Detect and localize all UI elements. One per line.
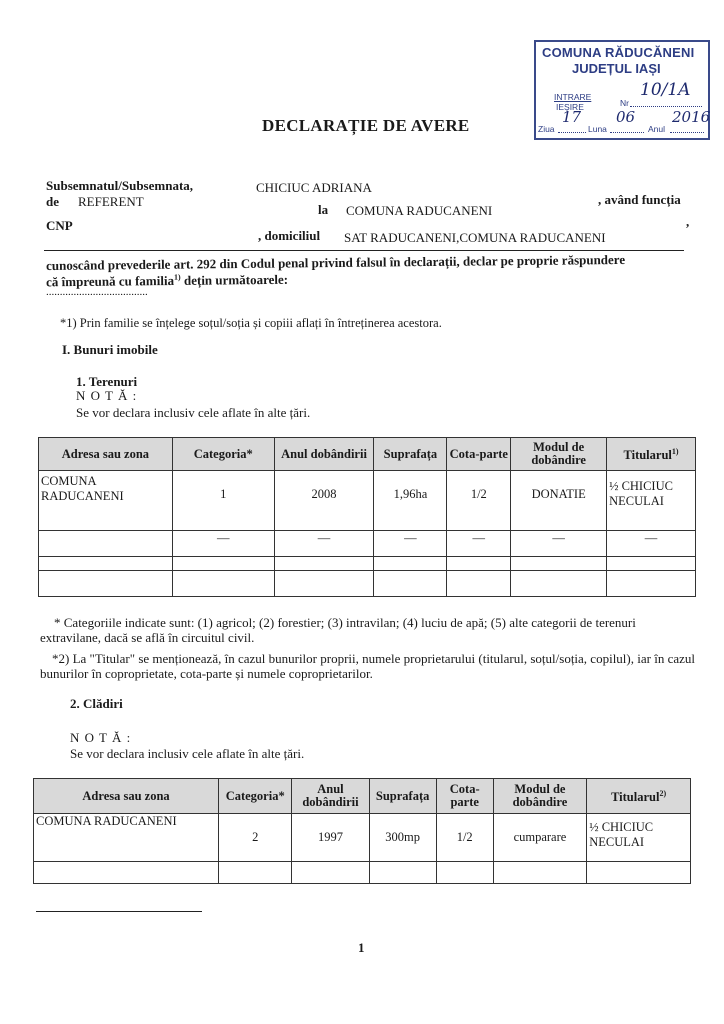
document-title: DECLARAȚIE DE AVERE [262, 116, 470, 135]
la-label: la [318, 202, 329, 217]
cnp-label: CNP [46, 218, 73, 233]
categories-note: * Categoriile indicate sunt: (1) agricol; (2) forestier; (3) intravilan; (4) luciu de apă; (5) alte categorii de terenuri extravilane, dacă se află în circuitul civil. [40, 615, 636, 645]
cell-anul: 2008 [274, 471, 374, 531]
nota-label-2: N O T Ă : [70, 730, 132, 745]
family-footnote: *1) Prin familie se înțelege soțul/soția și copiii aflați în întreținerea acestora. [60, 316, 442, 330]
cell-dash: — [39, 531, 173, 557]
col-titular-text: Titularul [623, 448, 672, 463]
cell-dash: — [447, 531, 511, 557]
avand-functia-label: , având funcția [598, 192, 681, 207]
stamp-luna-label: Luna [588, 124, 607, 134]
stamp-intrare: INTRARE [554, 92, 592, 102]
de-label: de [46, 194, 59, 209]
footnote-separator [36, 911, 202, 912]
registration-stamp [534, 40, 710, 140]
stamp-iesire: IEȘIRE [556, 102, 584, 112]
col-categoria: Categoria* [219, 779, 292, 814]
col-titular [587, 779, 691, 814]
table-row [39, 471, 696, 531]
col-suprafata: Suprafața [369, 779, 436, 814]
stamp-ziua-value: 17 [562, 108, 582, 126]
col-suprafata: Suprafața [374, 438, 447, 471]
col-anul: Anul dobândirii [274, 438, 374, 471]
col-anul: Anul dobândirii [292, 779, 369, 814]
cell-modul: cumparare [493, 814, 587, 862]
cell-categoria: 2 [219, 814, 292, 862]
comma-mark: , [686, 214, 690, 229]
table-row [39, 557, 696, 571]
intro-line-2-end: dețin următoarele: [180, 271, 289, 288]
stamp-ziua-label: Ziua [538, 124, 555, 134]
cell-titular: ½ CHICIUC NECULAI [607, 471, 696, 531]
cell-dash: — [607, 531, 696, 557]
cell-suprafata: 300mp [369, 814, 436, 862]
table-header-row [39, 438, 696, 471]
col-adresa: Adresa sau zona [34, 779, 219, 814]
declarant-function: REFERENT [78, 194, 144, 209]
col-cota: Cota-parte [436, 779, 493, 814]
intro-sup: 1) [173, 272, 181, 282]
col-cota: Cota-parte [447, 438, 511, 471]
cell-titular: ½ CHICIUC NECULAI [587, 814, 691, 862]
table-header-row [34, 779, 691, 814]
col-categoria: Categoria* [172, 438, 274, 471]
page-number: 1 [358, 940, 365, 955]
col-modul: Modul de dobândire [493, 779, 587, 814]
cell-suprafata: 1,96ha [374, 471, 447, 531]
stamp-nr-label: Nr [620, 98, 629, 108]
nota-label-1: N O T Ă : [76, 388, 138, 403]
col-titular-sup: 1) [671, 447, 679, 457]
cell-categoria: 1 [172, 471, 274, 531]
col-titular-sup: 2) [659, 789, 667, 799]
table-row [34, 814, 691, 862]
stamp-line-2: JUDEȚUL IAȘI [572, 61, 661, 76]
col-titular [607, 438, 696, 471]
table-row [39, 531, 696, 557]
declarant-address: SAT RADUCANENI,COMUNA RADUCANENI [344, 230, 606, 245]
stamp-nr-value: 10/1A [640, 80, 691, 100]
stamp-anul-label: Anul [648, 124, 666, 134]
cell-cota: 1/2 [447, 471, 511, 531]
declarant-name: CHICIUC ADRIANA [256, 180, 372, 195]
cell-cota: 1/2 [436, 814, 493, 862]
cladiri-table [33, 778, 691, 884]
section-terenuri: 1. Terenuri [76, 374, 138, 389]
section-bunuri-imobile: I. Bunuri imobile [62, 342, 158, 357]
table-row [34, 862, 691, 884]
separator-line [44, 250, 684, 251]
nota-text-1: Se vor declara inclusiv cele aflate în alte țări. [76, 405, 311, 420]
titular-note: *2) La "Titular" se menționează, în cazul bunurilor proprii, numele proprietarului (titularul, soțul/soția, copilul), iar în cazul bunurilor în coproprietate, cota-parte și numele coproprietarilor. [40, 651, 695, 681]
intro-line-1: cunoscând prevederile art. 292 din Codul penal privind falsul în declarații, declar pe proprie răspundere [46, 251, 626, 273]
cell-anul: 1997 [292, 814, 369, 862]
stamp-anul-value: 2016 [672, 108, 711, 126]
cell-dash: — [274, 531, 374, 557]
section-cladiri: 2. Clădiri [70, 696, 123, 711]
col-modul: Modul de dobândire [511, 438, 607, 471]
table-row [39, 571, 696, 597]
cell-dash: — [511, 531, 607, 557]
stamp-luna-value: 06 [616, 108, 636, 126]
intro-dots: ..................................... [46, 286, 148, 298]
subsemnatul-label: Subsemnatul/Subsemnata, [46, 178, 194, 193]
col-titular-text: Titularul [611, 790, 660, 805]
stamp-line-1: COMUNA RĂDUCĂNENI [542, 45, 695, 60]
cell-dash: — [172, 531, 274, 557]
domiciliul-label: , domiciliul [258, 228, 321, 243]
nota-text-2: Se vor declara inclusiv cele aflate în alte țări. [70, 746, 305, 761]
cell-adresa: COMUNA RADUCANENI [34, 814, 219, 862]
cell-modul: DONATIE [511, 471, 607, 531]
cell-dash: — [374, 531, 447, 557]
intro-line-2-text: că împreună cu familia [46, 272, 175, 290]
terenuri-table [38, 437, 696, 597]
cell-adresa: COMUNA RADUCANENI [39, 471, 173, 531]
col-adresa: Adresa sau zona [39, 438, 173, 471]
declarant-institution: COMUNA RADUCANENI [346, 203, 493, 218]
